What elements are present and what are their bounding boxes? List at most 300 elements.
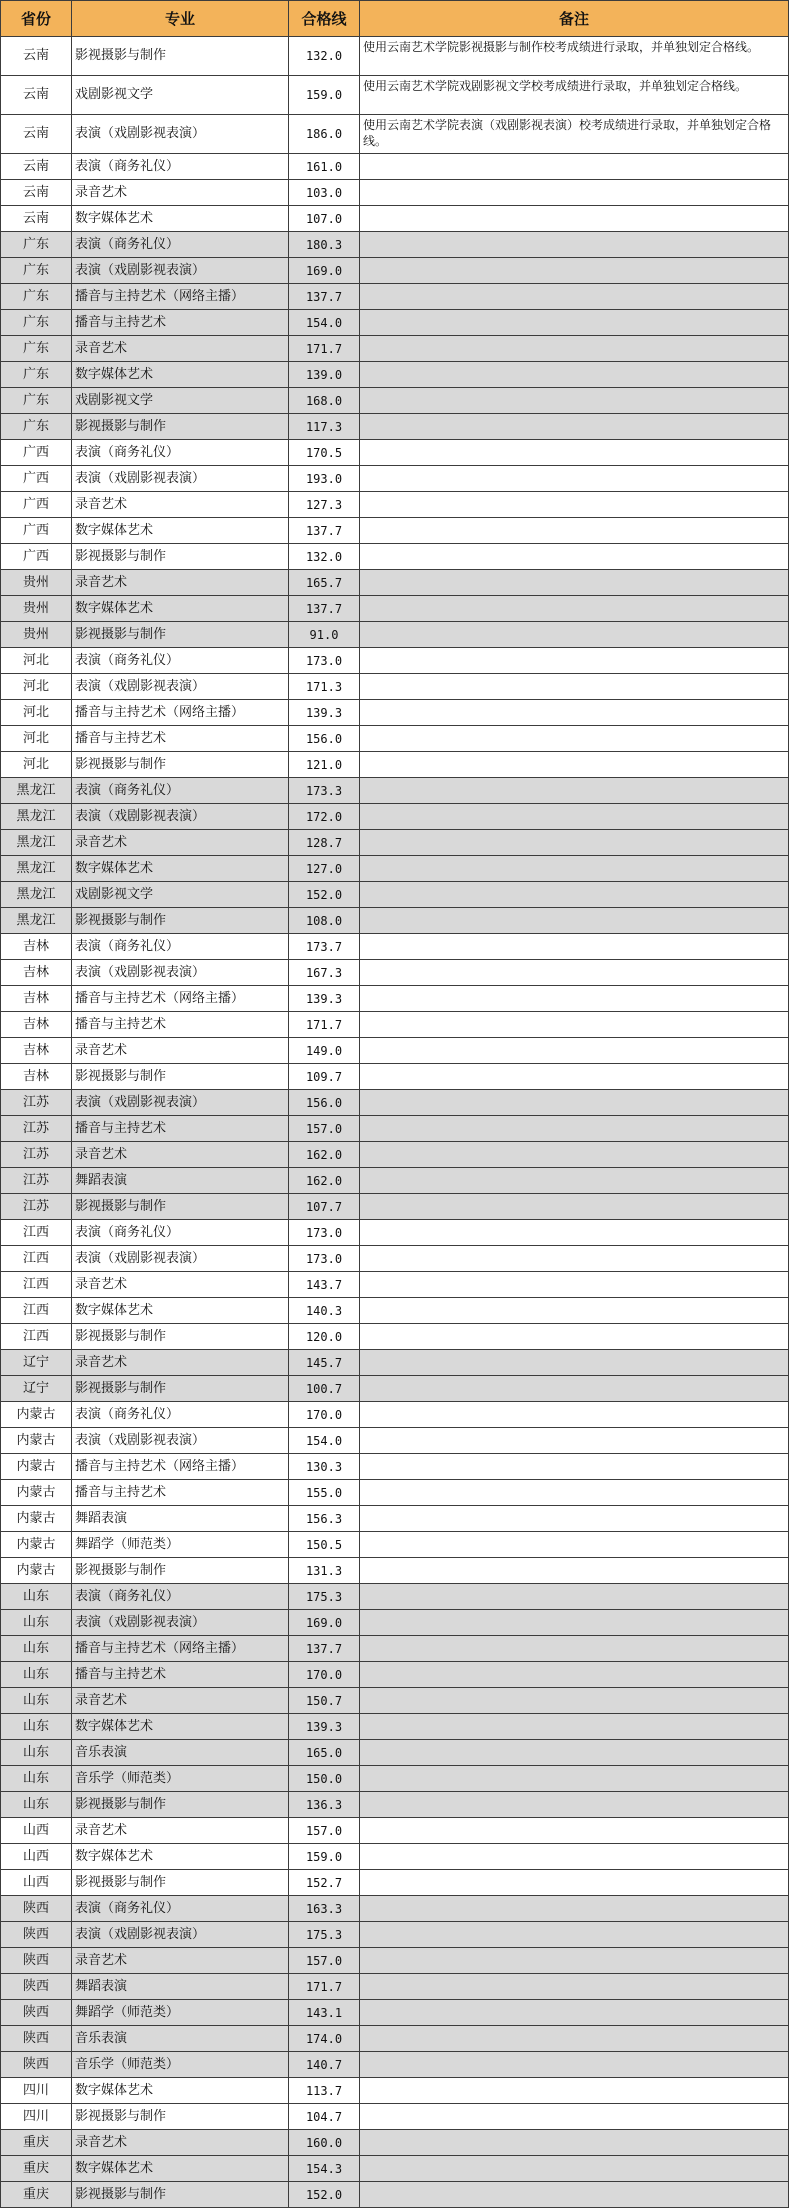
table-row [1, 934, 789, 960]
score-cell: 150.0 [289, 1766, 360, 1792]
note-cell [360, 700, 789, 726]
province-cell: 江苏 [1, 1116, 72, 1142]
province-cell: 山东 [1, 1610, 72, 1636]
score-cell: 173.0 [289, 1246, 360, 1272]
table-row [1, 1376, 789, 1402]
note-cell [360, 2026, 789, 2052]
note-cell [360, 1662, 789, 1688]
score-cell: 170.0 [289, 1402, 360, 1428]
note-cell [360, 1168, 789, 1194]
major-cell: 表演（商务礼仪） [72, 232, 289, 258]
table-row [1, 1584, 789, 1610]
province-cell: 山东 [1, 1636, 72, 1662]
major-cell: 录音艺术 [72, 1142, 289, 1168]
province-cell: 内蒙古 [1, 1402, 72, 1428]
table-row [1, 2182, 789, 2208]
note-cell [360, 180, 789, 206]
table-row [1, 752, 789, 778]
province-cell: 山东 [1, 1792, 72, 1818]
note-cell [360, 1870, 789, 1896]
note-cell [360, 1584, 789, 1610]
province-cell: 四川 [1, 2104, 72, 2130]
table-row [1, 76, 789, 115]
note-cell [360, 1688, 789, 1714]
score-cell: 175.3 [289, 1584, 360, 1610]
score-cell: 149.0 [289, 1038, 360, 1064]
score-cell: 120.0 [289, 1324, 360, 1350]
table-row [1, 1610, 789, 1636]
score-cell: 156.0 [289, 1090, 360, 1116]
score-cell: 170.5 [289, 440, 360, 466]
table-row [1, 518, 789, 544]
major-cell: 表演（商务礼仪） [72, 154, 289, 180]
province-cell: 广东 [1, 258, 72, 284]
major-cell: 录音艺术 [72, 336, 289, 362]
table-row [1, 284, 789, 310]
province-cell: 云南 [1, 206, 72, 232]
note-cell [360, 1220, 789, 1246]
score-cell: 100.7 [289, 1376, 360, 1402]
score-cell: 145.7 [289, 1350, 360, 1376]
score-cell: 173.3 [289, 778, 360, 804]
province-cell: 广西 [1, 518, 72, 544]
major-cell: 播音与主持艺术 [72, 726, 289, 752]
major-cell: 影视摄影与制作 [72, 1870, 289, 1896]
province-cell: 吉林 [1, 1064, 72, 1090]
major-cell: 影视摄影与制作 [72, 2182, 289, 2208]
score-cell: 139.3 [289, 986, 360, 1012]
province-cell: 吉林 [1, 1012, 72, 1038]
major-cell: 表演（商务礼仪） [72, 1896, 289, 1922]
table-row [1, 1246, 789, 1272]
province-cell: 重庆 [1, 2156, 72, 2182]
major-cell: 表演（戏剧影视表演） [72, 1428, 289, 1454]
note-cell [360, 778, 789, 804]
note-cell [360, 1376, 789, 1402]
major-cell: 音乐学（师范类） [72, 2052, 289, 2078]
note-cell [360, 544, 789, 570]
score-cell: 140.3 [289, 1298, 360, 1324]
table-row [1, 1168, 789, 1194]
table-row [1, 674, 789, 700]
note-cell [360, 1116, 789, 1142]
score-cell: 127.0 [289, 856, 360, 882]
province-cell: 广东 [1, 362, 72, 388]
score-cell: 171.7 [289, 1974, 360, 2000]
table-row [1, 1792, 789, 1818]
province-cell: 江西 [1, 1324, 72, 1350]
score-cell: 175.3 [289, 1922, 360, 1948]
major-cell: 表演（戏剧影视表演） [72, 466, 289, 492]
score-cell: 152.0 [289, 2182, 360, 2208]
note-cell [360, 1974, 789, 2000]
table-row [1, 778, 789, 804]
province-cell: 吉林 [1, 960, 72, 986]
score-cell: 113.7 [289, 2078, 360, 2104]
province-cell: 云南 [1, 76, 72, 115]
major-cell: 表演（戏剧影视表演） [72, 960, 289, 986]
score-cell: 127.3 [289, 492, 360, 518]
major-cell: 音乐表演 [72, 2026, 289, 2052]
note-cell [360, 232, 789, 258]
note-cell [360, 1298, 789, 1324]
note-cell [360, 1922, 789, 1948]
note-cell [360, 1272, 789, 1298]
province-cell: 广西 [1, 466, 72, 492]
score-cell: 169.0 [289, 258, 360, 284]
major-cell: 舞蹈学（师范类） [72, 1532, 289, 1558]
table-row [1, 1090, 789, 1116]
major-cell: 影视摄影与制作 [72, 37, 289, 76]
province-cell: 贵州 [1, 622, 72, 648]
table-row [1, 830, 789, 856]
province-cell: 河北 [1, 726, 72, 752]
note-cell [360, 1818, 789, 1844]
province-cell: 河北 [1, 674, 72, 700]
province-cell: 陕西 [1, 1974, 72, 2000]
score-cell: 139.3 [289, 1714, 360, 1740]
note-cell [360, 2182, 789, 2208]
header-row [1, 1, 789, 37]
score-cell: 109.7 [289, 1064, 360, 1090]
header-score: 合格线 [289, 1, 360, 37]
note-cell [360, 622, 789, 648]
province-cell: 内蒙古 [1, 1454, 72, 1480]
major-cell: 影视摄影与制作 [72, 544, 289, 570]
province-cell: 云南 [1, 154, 72, 180]
table-row [1, 115, 789, 154]
score-cell: 173.0 [289, 648, 360, 674]
province-cell: 黑龙江 [1, 882, 72, 908]
table-row [1, 1688, 789, 1714]
score-cell: 137.7 [289, 596, 360, 622]
note-cell [360, 726, 789, 752]
major-cell: 播音与主持艺术（网络主播） [72, 1636, 289, 1662]
note-cell [360, 1896, 789, 1922]
major-cell: 影视摄影与制作 [72, 1324, 289, 1350]
note-cell [360, 1844, 789, 1870]
table-row [1, 440, 789, 466]
major-cell: 表演（戏剧影视表演） [72, 1246, 289, 1272]
major-cell: 录音艺术 [72, 1350, 289, 1376]
note-cell [360, 1194, 789, 1220]
note-cell [360, 1324, 789, 1350]
table-row [1, 1506, 789, 1532]
note-cell [360, 388, 789, 414]
province-cell: 云南 [1, 37, 72, 76]
province-cell: 吉林 [1, 1038, 72, 1064]
province-cell: 广东 [1, 414, 72, 440]
province-cell: 江苏 [1, 1168, 72, 1194]
table-row [1, 1844, 789, 1870]
province-cell: 重庆 [1, 2130, 72, 2156]
score-cell: 180.3 [289, 232, 360, 258]
province-cell: 黑龙江 [1, 778, 72, 804]
score-cell: 172.0 [289, 804, 360, 830]
table-row [1, 2026, 789, 2052]
note-cell [360, 1454, 789, 1480]
score-cell: 132.0 [289, 544, 360, 570]
table-row [1, 1428, 789, 1454]
province-cell: 广东 [1, 232, 72, 258]
province-cell: 云南 [1, 115, 72, 154]
major-cell: 表演（商务礼仪） [72, 778, 289, 804]
major-cell: 播音与主持艺术（网络主播） [72, 986, 289, 1012]
score-cell: 107.0 [289, 206, 360, 232]
table-row [1, 466, 789, 492]
major-cell: 数字媒体艺术 [72, 206, 289, 232]
score-cell: 108.0 [289, 908, 360, 934]
score-cell: 171.7 [289, 336, 360, 362]
score-cell: 165.7 [289, 570, 360, 596]
score-cell: 137.7 [289, 284, 360, 310]
note-cell [360, 596, 789, 622]
note-cell [360, 1012, 789, 1038]
note-cell [360, 1246, 789, 1272]
note-cell [360, 1038, 789, 1064]
major-cell: 数字媒体艺术 [72, 2156, 289, 2182]
table-body [1, 37, 789, 2208]
major-cell: 录音艺术 [72, 570, 289, 596]
table-row [1, 1454, 789, 1480]
major-cell: 表演（商务礼仪） [72, 1402, 289, 1428]
province-cell: 贵州 [1, 570, 72, 596]
major-cell: 戏剧影视文学 [72, 882, 289, 908]
major-cell: 录音艺术 [72, 492, 289, 518]
table-row [1, 2104, 789, 2130]
score-cell: 91.0 [289, 622, 360, 648]
table-row [1, 1896, 789, 1922]
header-note: 备注 [360, 1, 789, 37]
province-cell: 黑龙江 [1, 908, 72, 934]
score-cell: 165.0 [289, 1740, 360, 1766]
score-cell: 171.7 [289, 1012, 360, 1038]
major-cell: 播音与主持艺术（网络主播） [72, 700, 289, 726]
major-cell: 录音艺术 [72, 2130, 289, 2156]
note-cell [360, 1792, 789, 1818]
major-cell: 表演（戏剧影视表演） [72, 804, 289, 830]
province-cell: 山东 [1, 1584, 72, 1610]
table-row [1, 1142, 789, 1168]
score-cell: 107.7 [289, 1194, 360, 1220]
major-cell: 表演（戏剧影视表演） [72, 1610, 289, 1636]
score-cell: 139.0 [289, 362, 360, 388]
score-cell: 186.0 [289, 115, 360, 154]
province-cell: 陕西 [1, 2000, 72, 2026]
major-cell: 数字媒体艺术 [72, 596, 289, 622]
major-cell: 表演（商务礼仪） [72, 1584, 289, 1610]
score-cell: 161.0 [289, 154, 360, 180]
table-row [1, 882, 789, 908]
table-row [1, 1636, 789, 1662]
score-cell: 155.0 [289, 1480, 360, 1506]
table-header [1, 1, 789, 37]
table-row [1, 2156, 789, 2182]
major-cell: 影视摄影与制作 [72, 1376, 289, 1402]
major-cell: 表演（戏剧影视表演） [72, 674, 289, 700]
province-cell: 河北 [1, 700, 72, 726]
major-cell: 影视摄影与制作 [72, 1064, 289, 1090]
note-cell: 使用云南艺术学院影视摄影与制作校考成绩进行录取，并单独划定合格线。 [360, 37, 789, 76]
province-cell: 内蒙古 [1, 1480, 72, 1506]
table-row [1, 2052, 789, 2078]
table-row [1, 258, 789, 284]
major-cell: 录音艺术 [72, 1818, 289, 1844]
score-cell: 162.0 [289, 1168, 360, 1194]
score-cell: 139.3 [289, 700, 360, 726]
major-cell: 播音与主持艺术（网络主播） [72, 284, 289, 310]
province-cell: 江苏 [1, 1090, 72, 1116]
score-cell: 169.0 [289, 1610, 360, 1636]
note-cell [360, 518, 789, 544]
major-cell: 表演（戏剧影视表演） [72, 115, 289, 154]
province-cell: 山东 [1, 1662, 72, 1688]
note-cell [360, 2000, 789, 2026]
major-cell: 表演（商务礼仪） [72, 1220, 289, 1246]
score-cell: 104.7 [289, 2104, 360, 2130]
table-row [1, 986, 789, 1012]
province-cell: 重庆 [1, 2182, 72, 2208]
note-cell [360, 570, 789, 596]
province-cell: 广东 [1, 284, 72, 310]
score-cell: 154.3 [289, 2156, 360, 2182]
table-row [1, 544, 789, 570]
province-cell: 山东 [1, 1714, 72, 1740]
score-cell: 150.7 [289, 1688, 360, 1714]
note-cell [360, 154, 789, 180]
major-cell: 影视摄影与制作 [72, 1558, 289, 1584]
major-cell: 录音艺术 [72, 1272, 289, 1298]
province-cell: 陕西 [1, 1896, 72, 1922]
note-cell: 使用云南艺术学院表演（戏剧影视表演）校考成绩进行录取，并单独划定合格线。 [360, 115, 789, 154]
score-cell: 171.3 [289, 674, 360, 700]
major-cell: 影视摄影与制作 [72, 908, 289, 934]
major-cell: 舞蹈表演 [72, 1506, 289, 1532]
score-cell: 159.0 [289, 76, 360, 115]
note-cell [360, 1766, 789, 1792]
score-cell: 156.0 [289, 726, 360, 752]
note-cell [360, 1402, 789, 1428]
major-cell: 录音艺术 [72, 1688, 289, 1714]
province-cell: 广西 [1, 440, 72, 466]
major-cell: 录音艺术 [72, 830, 289, 856]
header-major: 专业 [72, 1, 289, 37]
table-row [1, 1038, 789, 1064]
major-cell: 表演（戏剧影视表演） [72, 258, 289, 284]
score-cell: 140.7 [289, 2052, 360, 2078]
major-cell: 舞蹈表演 [72, 1168, 289, 1194]
table-row [1, 1532, 789, 1558]
major-cell: 戏剧影视文学 [72, 76, 289, 115]
table-row [1, 310, 789, 336]
table-row [1, 2130, 789, 2156]
province-cell: 江西 [1, 1246, 72, 1272]
note-cell [360, 2078, 789, 2104]
score-cell: 143.1 [289, 2000, 360, 2026]
score-cell: 193.0 [289, 466, 360, 492]
major-cell: 影视摄影与制作 [72, 1194, 289, 1220]
note-cell [360, 648, 789, 674]
province-cell: 广西 [1, 492, 72, 518]
table-row [1, 206, 789, 232]
note-cell [360, 960, 789, 986]
province-cell: 山西 [1, 1844, 72, 1870]
major-cell: 数字媒体艺术 [72, 362, 289, 388]
province-cell: 江西 [1, 1220, 72, 1246]
province-cell: 吉林 [1, 934, 72, 960]
table-row [1, 1766, 789, 1792]
table-row [1, 336, 789, 362]
table-row [1, 648, 789, 674]
province-cell: 山东 [1, 1688, 72, 1714]
province-cell: 江苏 [1, 1142, 72, 1168]
table-row [1, 1662, 789, 1688]
table-row [1, 1350, 789, 1376]
table-row [1, 596, 789, 622]
note-cell [360, 882, 789, 908]
note-cell [360, 2104, 789, 2130]
note-cell [360, 336, 789, 362]
table-row [1, 1922, 789, 1948]
province-cell: 广西 [1, 544, 72, 570]
table-row [1, 2078, 789, 2104]
score-cell: 152.0 [289, 882, 360, 908]
table-row [1, 908, 789, 934]
province-cell: 陕西 [1, 2026, 72, 2052]
note-cell [360, 362, 789, 388]
major-cell: 数字媒体艺术 [72, 2078, 289, 2104]
table-row [1, 804, 789, 830]
major-cell: 舞蹈表演 [72, 1974, 289, 2000]
major-cell: 数字媒体艺术 [72, 856, 289, 882]
table-row [1, 1948, 789, 1974]
table-row [1, 2000, 789, 2026]
province-cell: 辽宁 [1, 1376, 72, 1402]
note-cell [360, 1636, 789, 1662]
score-cell: 154.0 [289, 1428, 360, 1454]
province-cell: 广东 [1, 388, 72, 414]
score-cell: 117.3 [289, 414, 360, 440]
table-row [1, 362, 789, 388]
table-row [1, 1220, 789, 1246]
note-cell [360, 856, 789, 882]
score-cell: 103.0 [289, 180, 360, 206]
major-cell: 播音与主持艺术 [72, 1012, 289, 1038]
score-cell: 170.0 [289, 1662, 360, 1688]
note-cell [360, 934, 789, 960]
note-cell [360, 466, 789, 492]
table-row [1, 1480, 789, 1506]
note-cell [360, 1064, 789, 1090]
table-row [1, 1402, 789, 1428]
province-cell: 河北 [1, 648, 72, 674]
province-cell: 山东 [1, 1740, 72, 1766]
major-cell: 数字媒体艺术 [72, 518, 289, 544]
table-row [1, 1974, 789, 2000]
note-cell [360, 1350, 789, 1376]
province-cell: 贵州 [1, 596, 72, 622]
score-cell: 154.0 [289, 310, 360, 336]
province-cell: 陕西 [1, 1948, 72, 1974]
province-cell: 黑龙江 [1, 856, 72, 882]
score-cell: 137.7 [289, 518, 360, 544]
note-cell: 使用云南艺术学院戏剧影视文学校考成绩进行录取，并单独划定合格线。 [360, 76, 789, 115]
score-cell: 136.3 [289, 1792, 360, 1818]
major-cell: 影视摄影与制作 [72, 2104, 289, 2130]
note-cell [360, 206, 789, 232]
table-row [1, 1324, 789, 1350]
major-cell: 音乐学（师范类） [72, 1766, 289, 1792]
